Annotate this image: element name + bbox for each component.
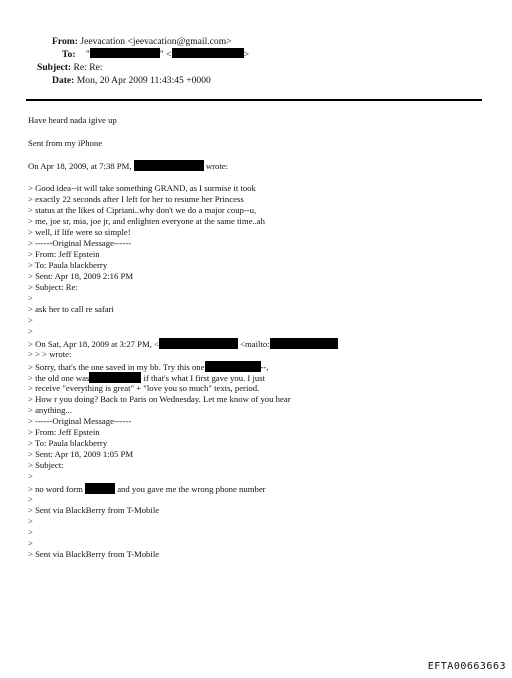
body-line: > me, joe sr, mia, joe jr, and enlighten everyone at the same time..ah	[28, 216, 265, 226]
body-line: >	[28, 326, 33, 336]
from-value: Jeevacation <jeevacation@gmail.com>	[80, 36, 232, 47]
body-line: >	[28, 494, 33, 504]
body-line: > Sent: Apr 18, 2009 2:16 PM	[28, 271, 134, 281]
body-line: Sent from my iPhone	[28, 138, 103, 148]
redaction-bar	[270, 338, 338, 349]
body-line: > exactly 22 seconds after I left for her to resume her Princess	[28, 194, 244, 204]
date-label: Date:	[52, 75, 75, 86]
redaction-bar	[89, 372, 141, 383]
body-line	[28, 338, 338, 350]
redaction-bar	[205, 361, 261, 372]
date-value: Mon, 20 Apr 2009 11:43:45 +0000	[76, 75, 211, 86]
body-line: >	[28, 516, 33, 526]
body-line	[28, 160, 228, 172]
body-line: >	[28, 538, 33, 548]
body-line: > Subject:	[28, 460, 64, 470]
redaction-bar	[134, 160, 204, 171]
to-quote-open: "	[85, 49, 90, 60]
body-line: > Sent: Apr 18, 2009 1:05 PM	[28, 449, 134, 459]
body-text: > no word form	[28, 484, 83, 494]
body-line: > Sent via BlackBerry from T-Mobile	[28, 505, 160, 515]
body-line: > status at the likes of Cipriani..why don't we do a major coup--u,	[28, 205, 257, 215]
date-row	[52, 75, 211, 87]
body-text: On Apr 18, 2009, at 7:38 PM,	[28, 161, 132, 171]
body-line: >	[28, 471, 33, 481]
body-text: > Sorry, that's the one saved in my bb. Try this one	[28, 362, 205, 372]
to-close: >	[243, 49, 249, 60]
body-text: and you gave me the wrong phone number	[117, 484, 266, 494]
body-line: > receive "everything is great" + "love you so much" texts, period.	[28, 383, 260, 393]
body-line: >	[28, 293, 33, 303]
subject-label: Subject:	[37, 62, 72, 73]
body-line: > How r you doing? Back to Paris on Wednesday. Let me know of you hear	[28, 394, 291, 404]
subject-value: Re: Re:	[73, 62, 103, 73]
body-line: > From: Jeff Epstein	[28, 427, 100, 437]
body-line: > From: Jeff Epstein	[28, 249, 100, 259]
body-line: > Subject: Re:	[28, 282, 78, 292]
body-line: > Good idea--it will take something GRAND, as I surmise it took	[28, 183, 256, 193]
body-text: > the old one was	[28, 373, 90, 383]
body-line: >	[28, 315, 33, 325]
body-line: > well, if life were so simple!	[28, 227, 131, 237]
body-line: > anything...	[28, 405, 72, 415]
body-line: > ------Original Message------	[28, 416, 132, 426]
body-line: > To: Paula blackberry	[28, 438, 108, 448]
body-line: > Sent via BlackBerry from T-Mobile	[28, 549, 160, 559]
body-line: > > > wrote:	[28, 349, 72, 359]
redaction-bar	[159, 338, 238, 349]
from-label: From:	[52, 36, 78, 47]
header-divider	[26, 99, 482, 101]
redaction-bar	[90, 48, 160, 58]
body-text: > On Sat, Apr 18, 2009 at 3:27 PM, <	[28, 339, 159, 349]
body-line: > ask her to call re safari	[28, 304, 114, 314]
from-row	[52, 36, 232, 48]
body-line: Have heard nada igive up	[28, 115, 117, 125]
redaction-bar	[172, 48, 244, 58]
to-quote-close: " <	[159, 49, 172, 60]
body-text: wrote:	[205, 161, 229, 171]
redaction-bar	[85, 483, 115, 494]
body-line: > To: Paula blackberry	[28, 260, 108, 270]
body-text: <mailto:	[240, 339, 270, 349]
bates-number: EFTA00663663	[427, 661, 506, 672]
body-text: --,	[260, 362, 269, 372]
body-line: > ------Original Message------	[28, 238, 132, 248]
body-text: if that's what I first gave you. I just	[143, 373, 266, 383]
body-line: >	[28, 527, 33, 537]
to-row	[62, 48, 249, 61]
subject-row	[37, 62, 103, 74]
to-label: To:	[62, 49, 76, 60]
body-line	[28, 483, 266, 495]
